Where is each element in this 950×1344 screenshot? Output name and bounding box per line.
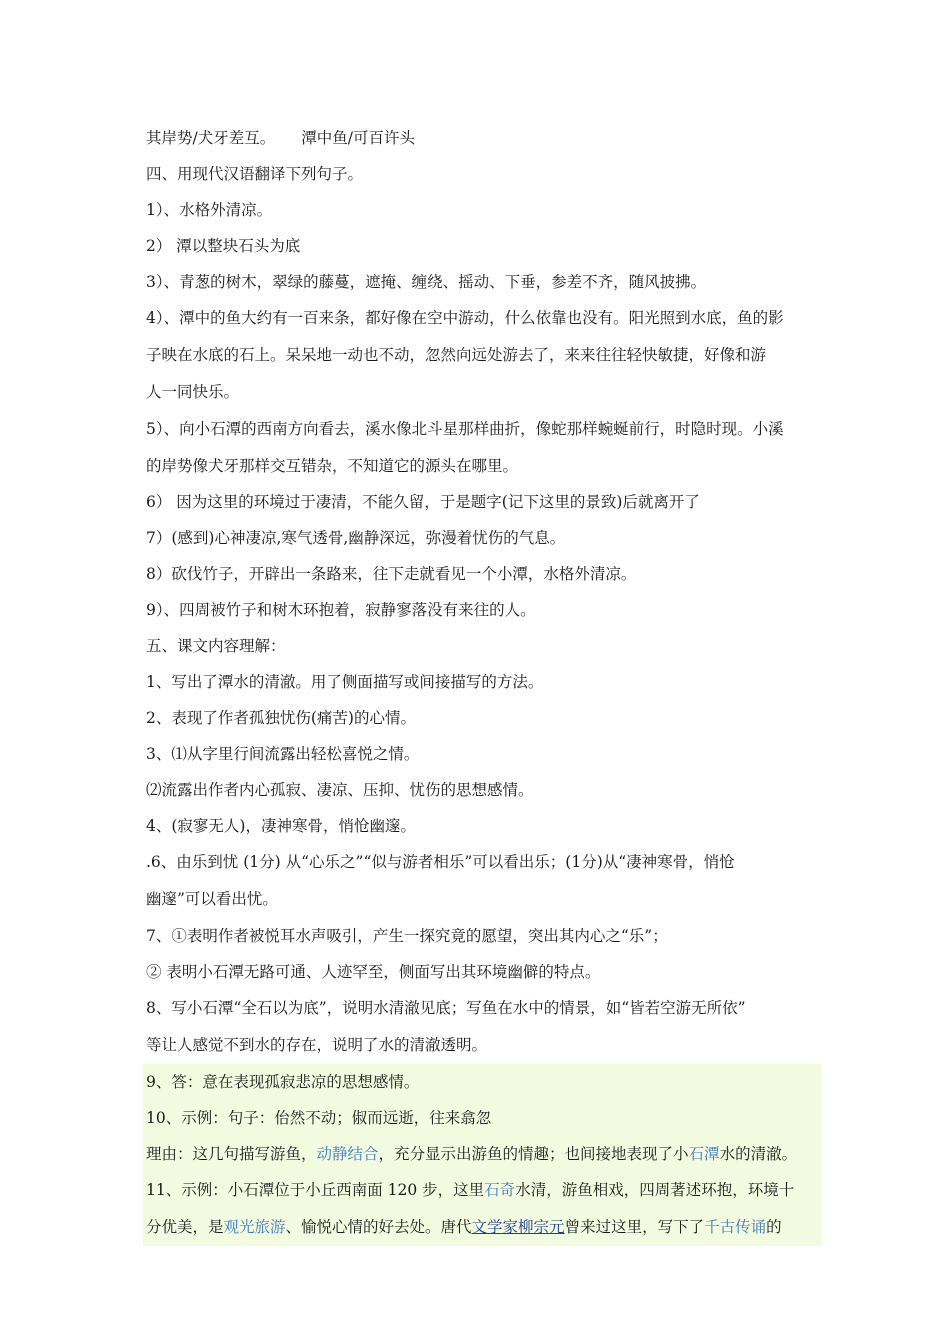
text-line: 8、写小石潭“全石以为底”，说明水清澈见底；写鱼在水中的情景，如“皆若空游无所依” xyxy=(146,999,746,1017)
text-line: 的岸势像犬牙那样交互错杂，不知道它的源头在哪里。 xyxy=(146,457,519,475)
text-line: ⑵流露出作者内心孤寂、凄凉、压抑、忧伤的思想感情。 xyxy=(146,781,534,799)
text-line: 2、表现了作者孤独忧伤(痛苦)的心情。 xyxy=(146,709,416,727)
text-line: 9）、四周被竹子和树木环抱着，寂静寥落没有来往的人。 xyxy=(146,601,536,619)
text-line: 其岸势/犬牙差互。 潭中鱼/可百许头 xyxy=(146,129,415,147)
text-line: 4、(寂寥无人)，凄神寒骨，悄怆幽邃。 xyxy=(146,817,416,835)
link-qiangu[interactable]: 千古传诵 xyxy=(704,1218,767,1236)
highlighted-line: 理由：这几句描写游鱼，动静结合，充分显示出游鱼的情趣；也间接地表现了小石潭水的清澈。 xyxy=(143,1136,822,1172)
text-line: 幽邃”可以看出忧。 xyxy=(146,890,278,908)
section-heading-comprehension: 五、课文内容理解： xyxy=(146,637,286,655)
text-line: 1）、水格外清凉。 xyxy=(146,201,273,219)
text-line: 4）、潭中的鱼大约有一百来条，都好像在空中游动，什么依靠也没有。阳光照到水底，鱼的影 xyxy=(146,309,784,327)
text-line: 2） 潭以整块石头为底 xyxy=(146,237,301,255)
text-line: 3）、青葱的树木，翠绿的藤蔓，遮掩、缠绕、摇动、下垂，参差不齐，随风披拂。 xyxy=(146,273,707,291)
section-heading-translation: 四、用现代汉语翻译下列句子。 xyxy=(146,165,364,183)
text-line: 5）、向小石潭的西南方向看去，溪水像北斗星那样曲折，像蛇那样蜿蜒前行，时隐时现。小溪 xyxy=(146,420,784,438)
link-dongjing[interactable]: 动静结合 xyxy=(316,1145,379,1163)
text-line: 3、⑴从字里行间流露出轻松喜悦之情。 xyxy=(146,745,420,763)
document-body xyxy=(146,120,818,1246)
highlighted-line: 分优美，是观光旅游、愉悦心情的好去处。唐代文学家柳宗元曾来过这里，写下了千古传诵的 xyxy=(143,1209,822,1246)
link-shitan[interactable]: 石潭 xyxy=(688,1145,720,1163)
text-line: 6） 因为这里的环境过于凄清，不能久留，于是题字(记下这里的景致)后就离开了 xyxy=(146,493,700,511)
text-line: 1、写出了潭水的清澈。用了侧面描写或间接描写的方法。 xyxy=(146,673,544,691)
text-line: 7）(感到)心神凄凉,寒气透骨,幽静深远，弥漫着忧伤的气息。 xyxy=(146,529,566,547)
text-line: ② 表明小石潭无路可通、人迹罕至，侧面写出其环境幽僻的特点。 xyxy=(146,963,601,981)
text-line: 等让人感觉不到水的存在，说明了水的清澈透明。 xyxy=(146,1036,488,1054)
text-line: 子映在水底的石上。呆呆地一动也不动，忽然向远处游去了，来来往往轻快敏捷，好像和游 xyxy=(146,346,767,364)
text-line: 8）砍伐竹子，开辟出一条路来，往下走就看见一个小潭，水格外清凉。 xyxy=(146,565,637,583)
highlighted-line: 10、示例：句子：佁然不动；俶而远逝，往来翕忽 xyxy=(143,1100,822,1136)
text-line: .6、由乐到忧 (1分) 从“心乐之”“似与游者相乐”可以看出乐；(1分)从“凄神寒骨，悄怆 xyxy=(146,853,735,871)
link-liuzongyuan[interactable]: 文学家柳宗元 xyxy=(471,1218,565,1236)
text-line: 人一同快乐。 xyxy=(146,383,240,401)
text-line: 7、①表明作者被悦耳水声吸引，产生一探究竟的愿望，突出其内心之“乐”； xyxy=(146,927,668,945)
link-shiqi[interactable]: 石奇 xyxy=(484,1181,516,1199)
highlighted-line: 9、答：意在表现孤寂悲凉的思想感情。 xyxy=(143,1064,822,1100)
link-guanguang[interactable]: 观光旅游 xyxy=(223,1218,286,1236)
highlighted-line: 11、示例：小石潭位于小丘西南面 120 步，这里石奇水清，游鱼相戏，四周著述环抱，环境十 xyxy=(143,1172,822,1209)
